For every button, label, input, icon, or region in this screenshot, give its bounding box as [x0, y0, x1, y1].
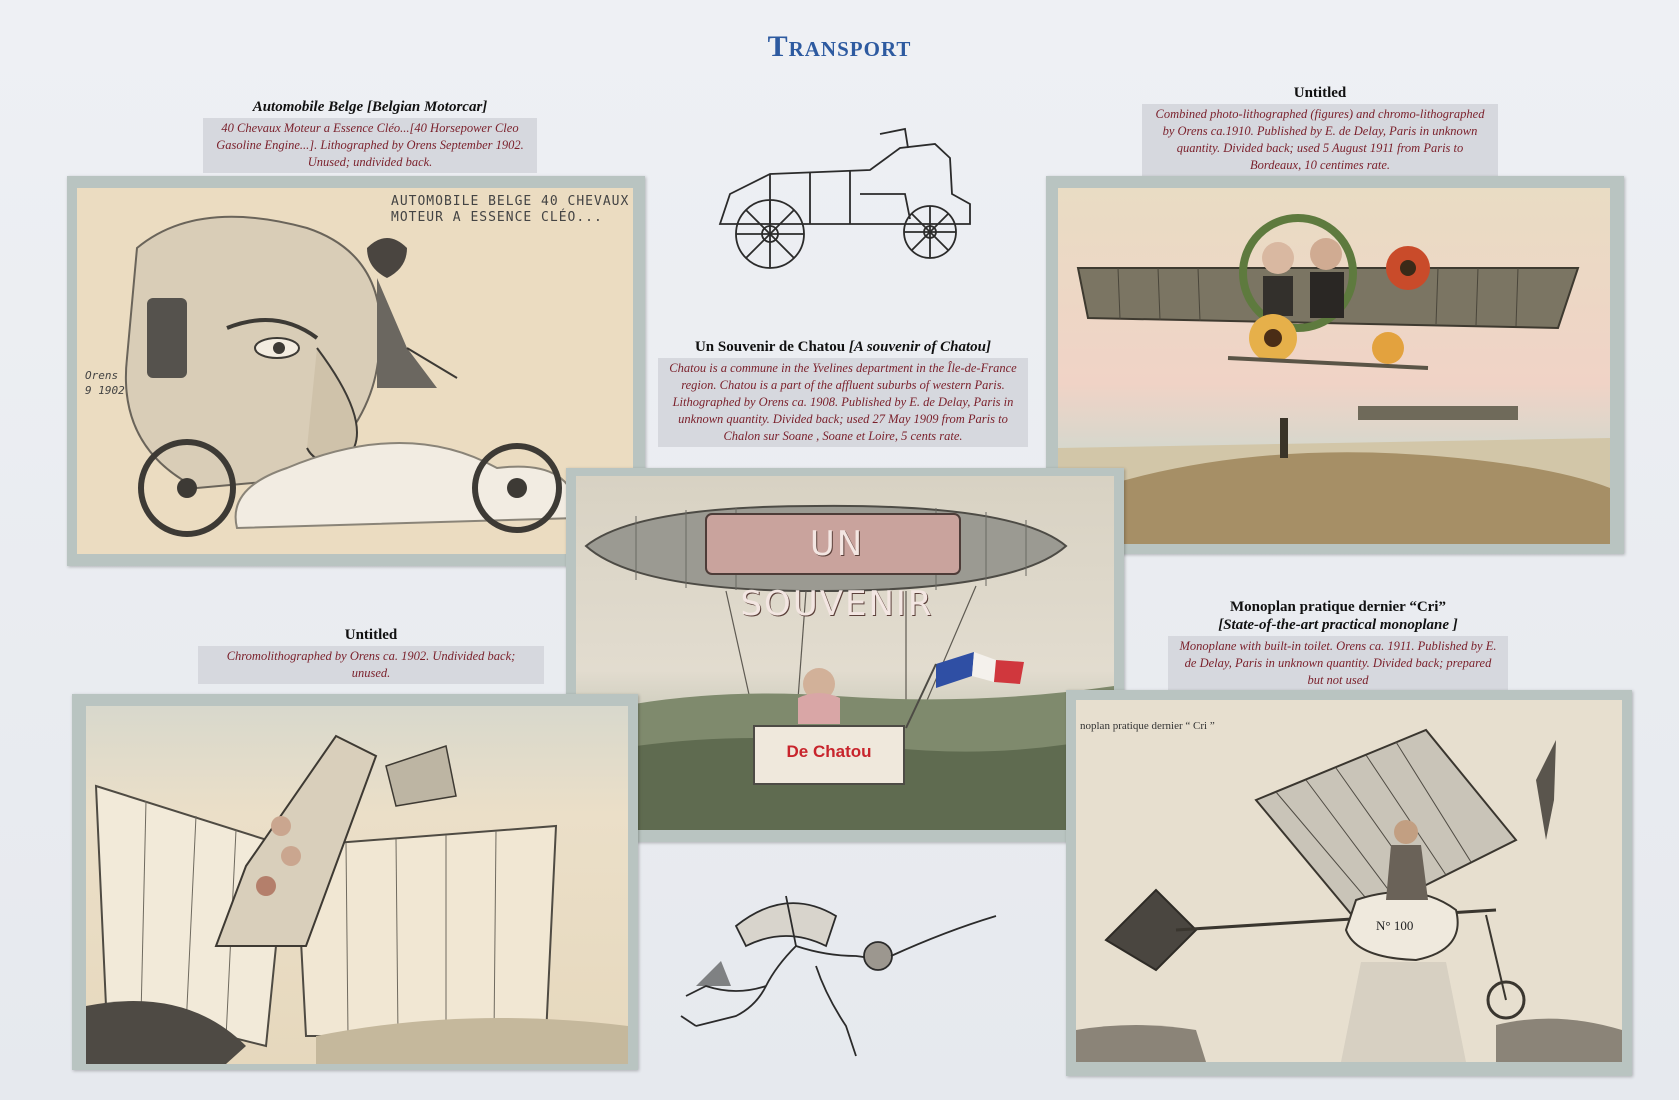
- card-title: Untitled: [344, 627, 398, 643]
- card-title: Automobile Belge: [252, 99, 364, 115]
- caption-chatou: [658, 338, 1028, 447]
- caption-title: [1168, 598, 1508, 634]
- gondola-text: De Chatou: [786, 742, 872, 761]
- printed-caption: noplan pratique dernier “ Cri ”: [1080, 720, 1215, 732]
- caption-automobile-belge: [200, 98, 540, 173]
- printed-text-line2: MOTEUR A ESSENCE CLÉO...: [391, 210, 603, 225]
- card-description: Chromolithographed by Orens ca. 1902. Undivided back; unused.: [198, 646, 544, 684]
- flying-man-sketch: [676, 886, 1010, 1066]
- postcard-chatou: [576, 476, 1114, 830]
- card-description: Monoplane with built-in toilet. Orens ca. 1911. Published by E. de Delay, Paris in unknown quantity. Divided back; prepared but not used: [1168, 636, 1508, 691]
- card-description: Chatou is a commune in the Yvelines department in the Île-de-France region. Chatou is a part of the affluent suburbs of western Paris. Lithographed by Orens ca. 1908. Published by E. de Delay, Paris in unknown quantity. Divided back; used 27 May 1909 from Paris to Chalon sur Soane , Soane et Loire, 5 cents rate.: [658, 358, 1028, 447]
- automobile-face-illustration: [77, 188, 633, 554]
- caption-untitled-chaos: [196, 626, 546, 684]
- card-title-translation: [A souvenir of Chatou]: [848, 339, 992, 355]
- caption-untitled-couple: [1140, 84, 1500, 176]
- caption-monoplan: [1168, 598, 1508, 691]
- card-title: Un Souvenir de Chatou: [694, 339, 846, 355]
- caption-title: [200, 98, 540, 116]
- artist-signature: Orens 9 1902: [85, 369, 125, 397]
- card-description: 40 Chevaux Moteur a Essence Cléo...[40 Horsepower Cleo Gasoline Engine...]. Lithographed by Orens September 1902. Unused; undivided back.: [203, 118, 537, 173]
- monoplane-couple-illustration: [1058, 188, 1610, 544]
- airship-banner-text: UN SOUVENIR: [740, 524, 934, 624]
- postcard-automobile-belge: [77, 188, 633, 554]
- flying-machines-illustration: [86, 706, 628, 1064]
- postcard-untitled-couple: [1058, 188, 1610, 544]
- printed-text-line1: AUTOMOBILE BELGE 40 CHEVAUX: [391, 194, 630, 209]
- monoplane-toilet-illustration: [1076, 700, 1622, 1062]
- postcard-untitled-chaos: [86, 706, 628, 1064]
- postcard-monoplan: [1076, 700, 1622, 1062]
- vintage-car-sketch: [700, 124, 982, 274]
- card-title: Monoplan pratique dernier “Cri”: [1230, 599, 1446, 615]
- card-description: Combined photo-lithographed (figures) and chromo-lithographed by Orens ca.1910. Published by E. de Delay, Paris in unknown quantity. Divided back; used 5 August 1911 from Paris to Bordeaux, 10 centimes rate.: [1142, 104, 1498, 176]
- page-title: Transport: [767, 30, 912, 63]
- card-title-translation: [Belgian Motorcar]: [366, 99, 488, 115]
- card-title-translation: [State-of-the-art practical monoplane ]: [1218, 617, 1458, 633]
- caption-title: [658, 338, 1028, 356]
- card-title: Untitled: [1293, 85, 1347, 101]
- pot-label: N° 100: [1376, 918, 1414, 933]
